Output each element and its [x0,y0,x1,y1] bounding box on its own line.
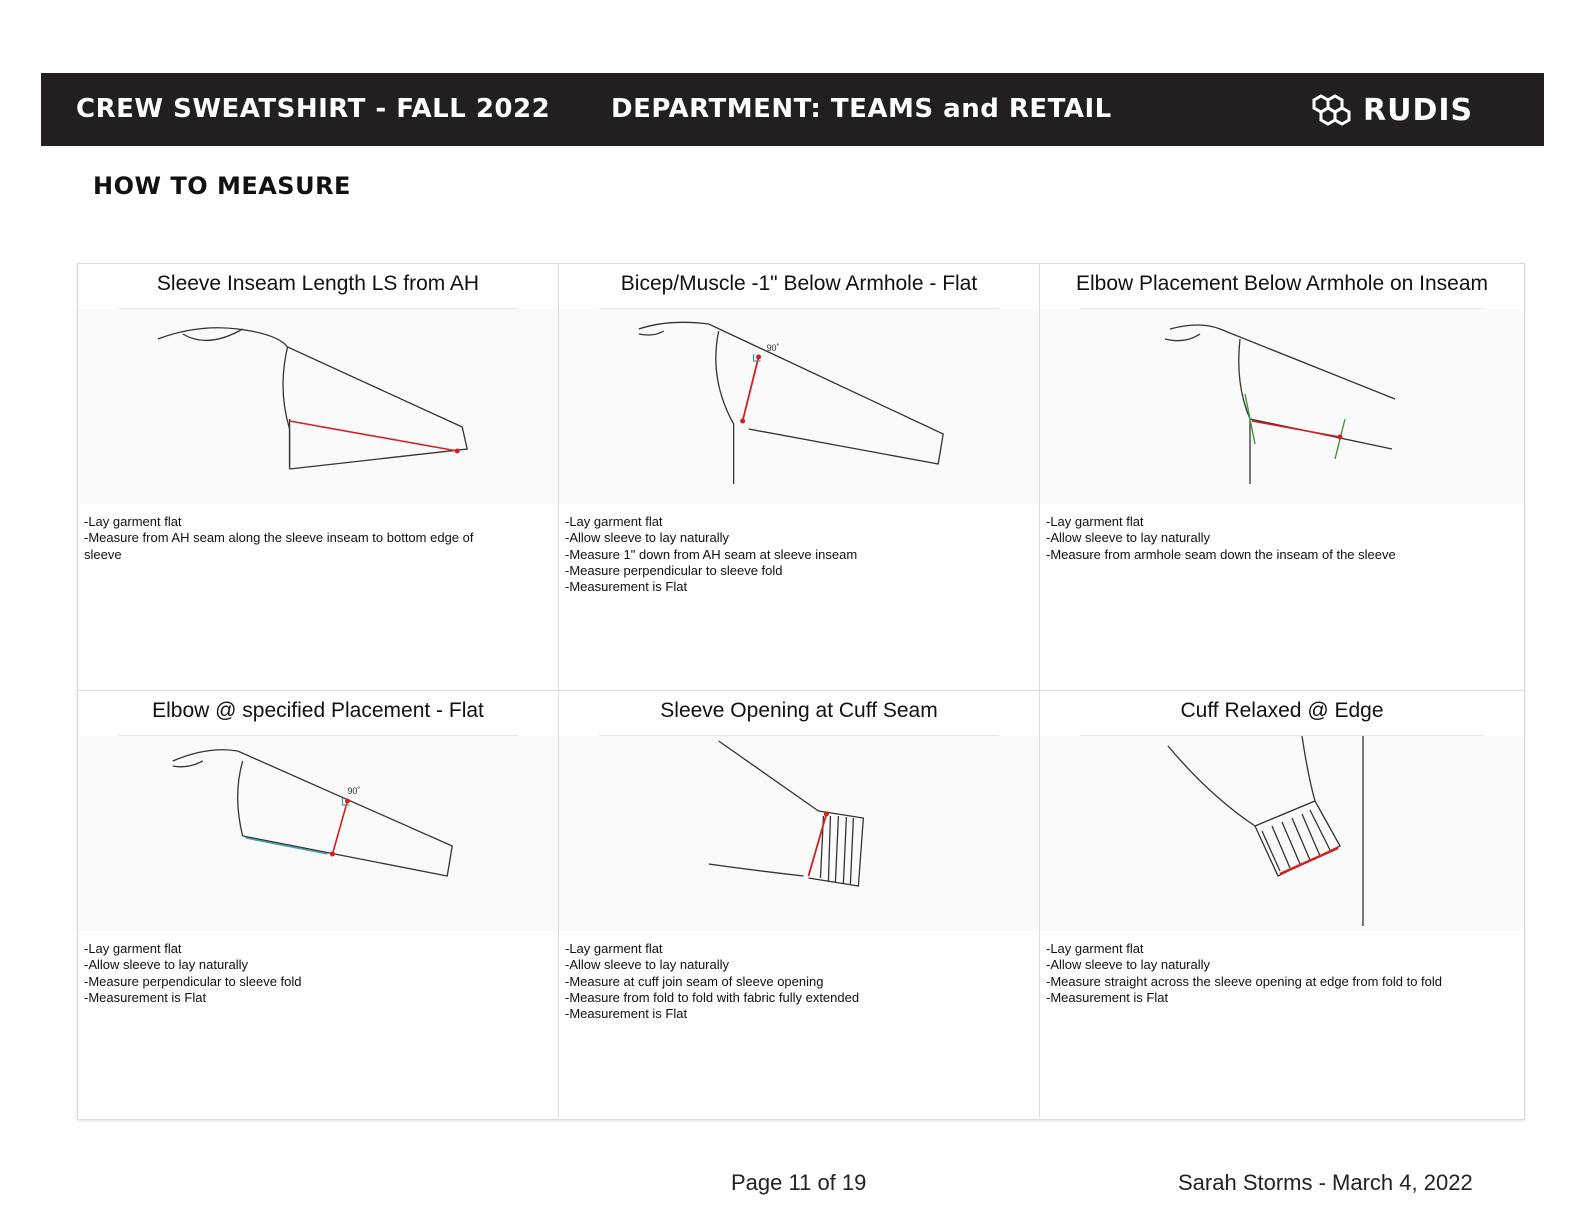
instruction-line: -Lay garment flat [1046,941,1144,956]
instruction-line: -Measure from fold to fold with fabric fully extended [565,989,860,1005]
card-title: Elbow @ specified Placement - Flat [152,699,484,722]
card-title: Cuff Relaxed @ Edge [1180,699,1384,722]
department-title: DEPARTMENT: TEAMS and RETAIL [611,94,1112,124]
elbow-flat-diagram [78,736,558,931]
brand-logo [1307,92,1473,128]
instruction-line: -Allow sleeve to lay naturally [565,530,730,546]
card-instructions [84,514,552,563]
card-instructions [565,514,1033,595]
measure-card-sleeve-opening [559,691,1040,1118]
card-instructions [1046,941,1518,1006]
bicep-diagram [559,309,1039,504]
hexagon-cluster-icon [1307,92,1355,128]
measurement-grid [77,263,1525,1120]
elbow-placement-diagram [1040,309,1524,504]
card-instructions [1046,514,1518,563]
instruction-line: -Lay garment flat [84,941,182,956]
card-title: Elbow Placement Below Armhole on Inseam [1075,272,1489,295]
instruction-line: -Measurement is Flat [565,1006,688,1022]
brand-wordmark: RUDIS [1363,92,1474,128]
instruction-line: -Lay garment flat [84,514,182,529]
instruction-line: -Measurement is Flat [84,989,207,1005]
section-title: HOW TO MEASURE [93,172,351,200]
garment-title: CREW SWEATSHIRT - FALL 2022 [76,94,551,124]
measure-card-cuff-relaxed [1040,691,1524,1118]
instruction-line: -Measure perpendicular to sleeve fold [84,973,302,989]
instruction-line: -Measure perpendicular to sleeve fold [565,562,783,578]
cuff-relaxed-diagram [1040,736,1524,931]
card-instructions [565,941,1033,1022]
header-bar [41,73,1544,146]
card-instructions [84,941,552,1006]
page-number: Page 11 of 19 [731,1170,867,1195]
instruction-line: -Allow sleeve to lay naturally [1046,957,1211,973]
measure-card-bicep [559,264,1040,691]
card-title: Sleeve Inseam Length LS from AH [156,272,480,295]
instruction-line: -Measure from armhole seam down the inseam of the sleeve [1046,546,1396,562]
card-title: Bicep/Muscle -1" Below Armhole - Flat [620,272,978,295]
instruction-line: -Measurement is Flat [565,579,688,595]
instruction-line: -Lay garment flat [1046,514,1144,529]
measure-card-elbow-placement [1040,264,1524,691]
sleeve-opening-diagram [559,736,1039,931]
instruction-line: -Measurement is Flat [1046,989,1169,1005]
instruction-line: -Measure straight across the sleeve opening at edge from fold to fold [1046,973,1442,989]
instruction-line: -Lay garment flat [565,514,663,529]
instruction-line: -Measure from AH seam along the sleeve inseam to bottom edge of [84,530,474,546]
instruction-line: sleeve [84,546,122,562]
instruction-line: -Allow sleeve to lay naturally [84,957,249,973]
instruction-line: -Measure at cuff join seam of sleeve opening [565,973,824,989]
instruction-line: -Measure 1" down from AH seam at sleeve inseam [565,546,858,562]
instruction-line: -Lay garment flat [565,941,663,956]
measure-card-sleeve-inseam [78,264,559,691]
instruction-line: -Allow sleeve to lay naturally [565,957,730,973]
card-title: Sleeve Opening at Cuff Seam [660,699,938,722]
angle-label: 90˚ [766,342,780,354]
author-date: Sarah Storms - March 4, 2022 [1178,1170,1473,1195]
measure-card-elbow-flat [78,691,559,1118]
instruction-line: -Allow sleeve to lay naturally [1046,530,1211,546]
sleeve-inseam-diagram [78,309,558,504]
angle-label: 90˚ [347,785,361,797]
